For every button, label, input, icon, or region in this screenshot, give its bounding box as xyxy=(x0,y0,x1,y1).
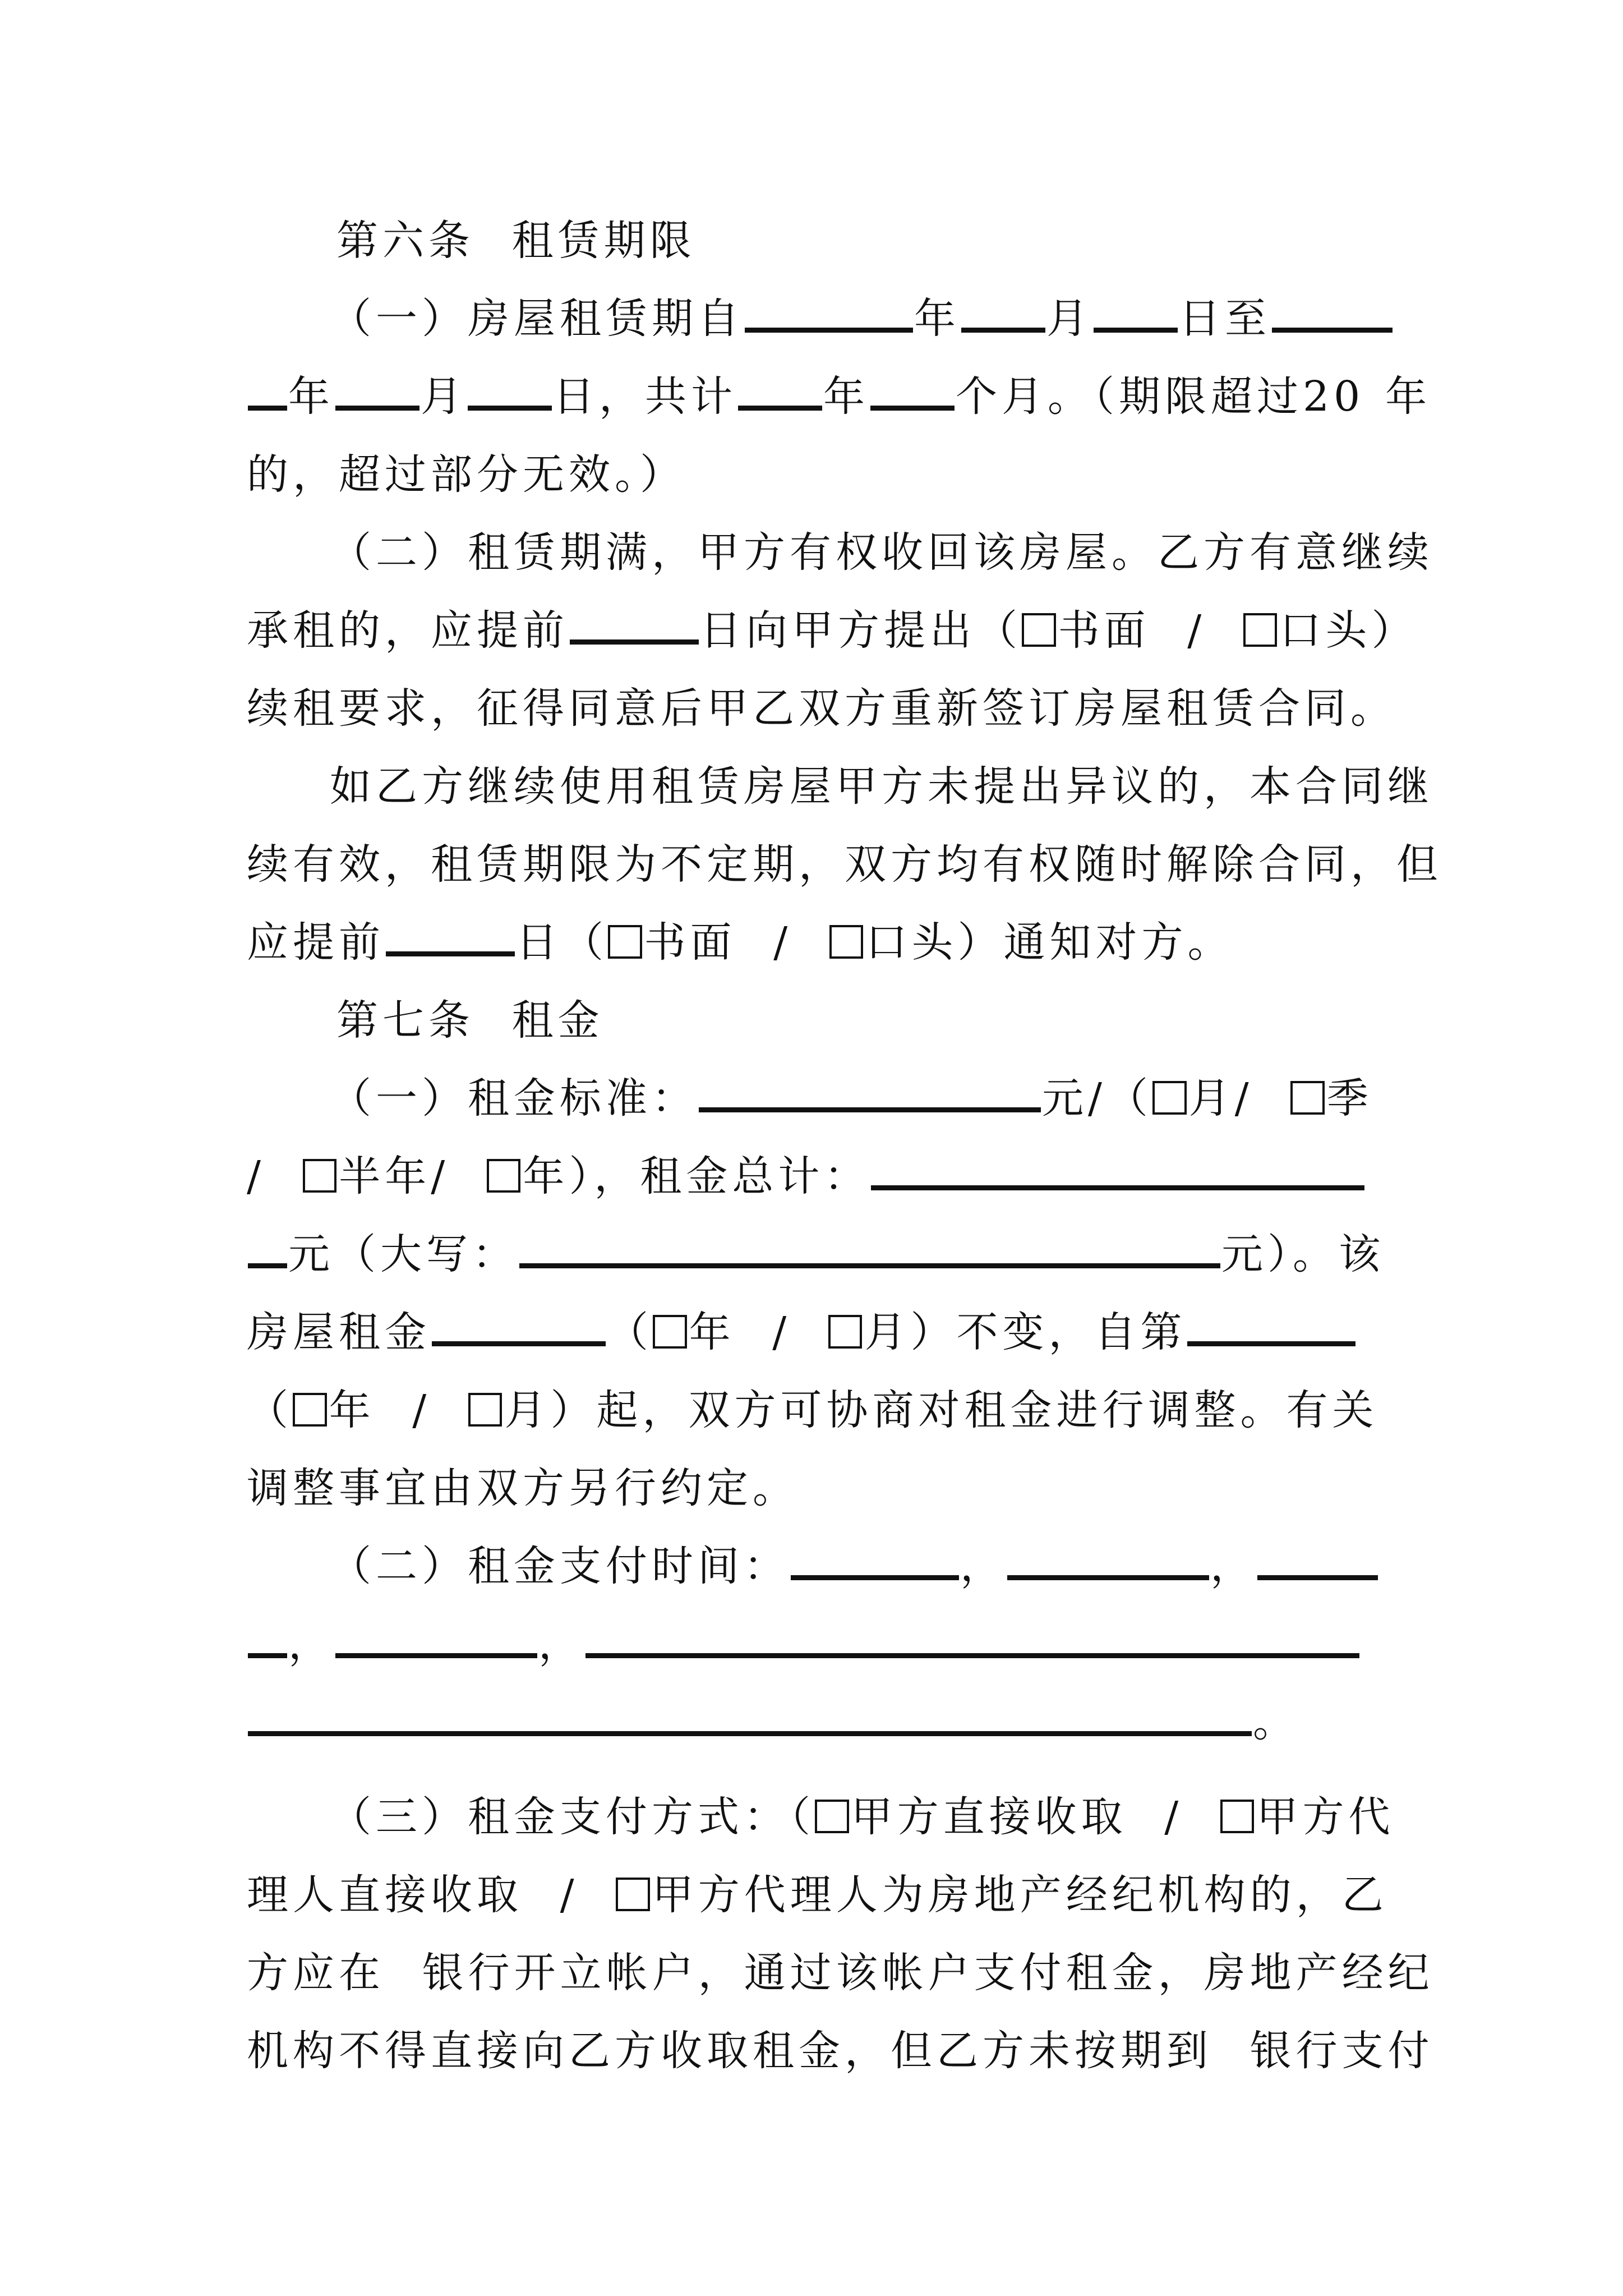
article-7-clause-1-line-4: 房屋租金 （ 年 / 月）不变，自第 xyxy=(247,1294,1391,1372)
article-6-clause-1-line-3: 的，超过部分无效。） xyxy=(247,450,686,499)
article-6-subject: 租赁期限 xyxy=(511,217,696,265)
pay-time-blank-1[interactable] xyxy=(791,1539,959,1580)
rent-standard-blank[interactable] xyxy=(699,1071,1041,1112)
checkbox-verbal-2[interactable] xyxy=(829,925,864,959)
pay-time-blank-3[interactable] xyxy=(1257,1539,1378,1580)
end-month-blank[interactable] xyxy=(335,370,419,411)
article-7-number: 第七条 xyxy=(336,996,474,1045)
checkbox-year-a[interactable] xyxy=(653,1315,687,1349)
checkbox-monthly[interactable] xyxy=(1152,1081,1187,1115)
checkbox-half-year[interactable] xyxy=(303,1159,337,1193)
checkbox-agency-bank[interactable] xyxy=(616,1878,650,1912)
article-6-clause-2-line-3: 续租要求，征得同意后甲乙双方重新签订房屋租赁合同。 xyxy=(247,684,1396,733)
article-7-clause-3-line-1: （三）租金支付方式：（ 甲方直接收取 / 甲方代 xyxy=(330,1793,1395,1841)
rent-adjust-start-blank[interactable] xyxy=(1187,1305,1355,1346)
end-day-blank[interactable] xyxy=(468,370,552,411)
article-7-clause-1-line-5: （ 年 / 月）起，双方可协商对租金进行调整。有关 xyxy=(247,1386,1378,1434)
article-7-clause-1-line-3: 元（大写： 元）。该 xyxy=(247,1216,1391,1294)
article-6-clause-1-line-2: 年 月 日，共计 年 个月。（期限超过20 年 xyxy=(247,358,1391,436)
article-6-number: 第六条 xyxy=(336,217,474,265)
article-6-heading xyxy=(247,202,1391,280)
article-6-clause-2-line-2: 承租的，应提前 日向甲方提出（ 书面 / 口头） xyxy=(247,592,1391,670)
rent-total-blank-cont[interactable] xyxy=(248,1227,287,1268)
article-7-clause-1-line-6: 调整事宜由双方另行约定。 xyxy=(247,1464,799,1512)
document-page xyxy=(247,202,1442,2090)
checkbox-yearly[interactable] xyxy=(487,1159,521,1193)
rent-fixed-period-blank[interactable] xyxy=(432,1305,606,1346)
article-7-subject: 租金 xyxy=(511,996,604,1045)
start-day-blank[interactable] xyxy=(1094,292,1178,333)
renewal-notice-days-blank[interactable] xyxy=(570,604,699,645)
article-7-clause-2-line-3: 。 xyxy=(247,1683,1391,1761)
end-year-blank[interactable] xyxy=(1272,292,1393,333)
start-year-blank[interactable] xyxy=(745,292,913,333)
article-7-clause-3-line-2: 理人直接收取 / 甲方代理人为房地产经纪机构的，乙 xyxy=(247,1871,1388,1919)
pay-time-blank-5-cont[interactable] xyxy=(248,1695,1252,1736)
checkbox-year-b[interactable] xyxy=(293,1393,327,1427)
checkbox-quarterly[interactable] xyxy=(1290,1081,1325,1115)
article-7-clause-2-line-1: （二）租金支付时间： ， ， xyxy=(247,1527,1391,1605)
article-7-clause-1-line-1: （一）租金标准： 元/（ 月/ 季 xyxy=(247,1060,1391,1138)
article-6-clause-2-line-1: （二）租赁期满，甲方有权收回该房屋。乙方有意继续 xyxy=(330,528,1433,577)
pay-time-blank-4[interactable] xyxy=(335,1617,537,1658)
pay-time-blank-3-cont[interactable] xyxy=(248,1617,287,1658)
checkbox-verbal[interactable] xyxy=(1243,613,1278,647)
rent-total-blank[interactable] xyxy=(871,1149,1364,1190)
checkbox-agent-collect[interactable] xyxy=(1220,1800,1255,1834)
article-7-clause-1-line-2: / 半年/ 年），租金总计： xyxy=(247,1138,1391,1216)
article-6-para-3-line-2: 续有效，租赁期限为不定期，双方均有权随时解除合同，但 xyxy=(247,840,1442,889)
article-7-clause-3-line-3: 方应在 银行开立帐户，通过该帐户支付租金，房地产经纪 xyxy=(247,1949,1434,1997)
pay-time-blank-2[interactable] xyxy=(1007,1539,1209,1580)
pay-time-blank-5[interactable] xyxy=(585,1617,1359,1658)
start-month-blank[interactable] xyxy=(961,292,1045,333)
checkbox-month-b[interactable] xyxy=(468,1393,502,1427)
article-7-clause-3-line-4: 机构不得直接向乙方收取租金，但乙方未按期到 银行支付 xyxy=(247,2027,1434,2075)
checkbox-landlord-collect[interactable] xyxy=(815,1800,849,1834)
article-6-clause-1-line-1: （一）房屋租赁期自 年 月 日至 xyxy=(247,280,1391,358)
total-years-blank[interactable] xyxy=(738,370,822,411)
end-year-blank-cont[interactable] xyxy=(248,370,287,411)
checkbox-written[interactable] xyxy=(1022,613,1056,647)
article-7-heading xyxy=(247,982,1391,1060)
total-months-blank[interactable] xyxy=(870,370,955,411)
termination-notice-days-blank[interactable] xyxy=(386,915,515,956)
article-6-para-3-line-3: 应提前 日（ 书面 / 口头）通知对方。 xyxy=(247,904,1391,982)
checkbox-written-2[interactable] xyxy=(608,925,642,959)
article-6-para-3-line-1: 如乙方继续使用租赁房屋甲方未提出异议的，本合同继 xyxy=(330,762,1433,811)
article-7-clause-2-line-2: ， ， xyxy=(247,1605,1391,1683)
checkbox-month-a[interactable] xyxy=(828,1315,863,1349)
rent-total-capital-blank[interactable] xyxy=(519,1227,1220,1268)
